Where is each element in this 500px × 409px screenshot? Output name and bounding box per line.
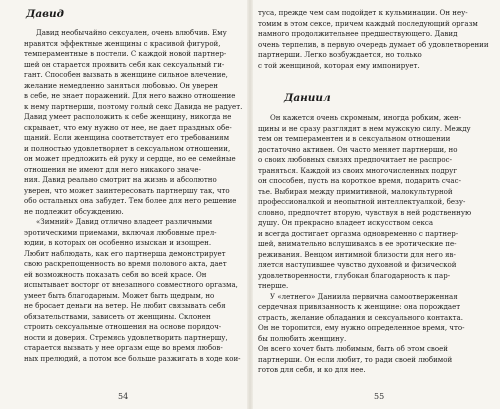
text-line: и всегда достигает оргазма одновременно с партнер- — [258, 228, 459, 238]
text-line: «Зимний» Давид отлично владеет различными — [36, 217, 213, 226]
text-line: Он не торопится, ему нужно определенное время, что- — [258, 323, 465, 332]
paragraph — [24, 217, 241, 364]
text-line: тье. Выбирая между примитивной, малокультурной — [258, 186, 453, 196]
text-line: желание немедленно заняться любовью. Он уверен — [24, 80, 218, 90]
text-line: Он кажется очень скромным, иногда робким, жен- — [270, 113, 462, 122]
text-line: душу. Он прекрасно владеет искусством секса — [258, 218, 434, 227]
text-line: и полностью удовлетворяет в сексуальном отношении, — [24, 143, 231, 153]
text-line: ей возможность показать себя во всей красе. Он — [24, 269, 207, 279]
text-line: реживания. Венцом интимной близости для него яв- — [258, 249, 456, 259]
text-line: партнерши. Он если любит, то ради своей любимой — [258, 354, 453, 364]
text-line: очень терпелив, в первую очередь думает об удовлетворении — [258, 39, 489, 49]
left-column — [24, 8, 243, 364]
text-line: сердечная привязанность к женщине: она порождает — [258, 302, 461, 311]
text-line: Он всего хочет быть любимым, быть об этом своей — [258, 344, 448, 353]
text-line: старается вызвать у нее оргазм еще во время любов- — [24, 343, 223, 352]
text-line: о своих любовных связях предпочитает не распрос- — [258, 155, 452, 164]
text-line: ности и доверия. Стремясь удовлетворить партнершу, — [24, 332, 228, 342]
text-line: темпераментные в постели. С каждой новой партнер- — [24, 49, 227, 58]
text-line: нравятся эффектные женщины с красивой фигурой, — [24, 38, 221, 48]
text-line: гант. Способен вызвать в женщине сильное влечение, — [24, 70, 228, 79]
text-line: скрывает, что ему нужно от нее, не дает праздных обе- — [24, 122, 232, 132]
text-line: Любит наблюдать, как его партнерша демонстрирует — [24, 248, 226, 258]
text-line: ных прелюдий, а потом все больше разжигать в ходе кои- — [24, 353, 241, 363]
text-line: Давид необычайно сексуален, очень влюбчив. Ему — [36, 28, 227, 37]
text-line: траняться. Каждой из своих многочисленных подруг — [258, 165, 458, 175]
text-line: туса, прежде чем сам подойдет к кульминации. Он неу- — [258, 8, 468, 17]
page-number-right: 55 — [374, 392, 385, 401]
paragraph — [258, 292, 489, 376]
text-line: Давид умеет расположить к себе женщину, никогда не — [24, 112, 232, 121]
text-line: ния. Давид реально смотрит на жизнь и абсолютно — [24, 175, 217, 184]
text-line: готов для себя, и ко для нее. — [258, 365, 366, 374]
text-line: эротическими приемами, включая любовные прел- — [24, 227, 217, 237]
text-line: тем он темпераментен и в сексуальном отношении — [258, 134, 451, 143]
text-line: он может предложить ей руку и сердце, но ее семейные — [24, 154, 236, 163]
right-body — [258, 113, 489, 376]
text-line: удовлетворенности, глубокая благодарность к пар- — [258, 270, 451, 280]
text-line: уверен, что может заинтересовать партнершу так, что — [24, 185, 230, 195]
paragraph — [258, 113, 489, 292]
text-line: томим в этом сексе, причем каждый последующий оргазм — [258, 18, 478, 28]
text-line: отношения не имеют для него никакого значе- — [24, 164, 201, 174]
section-heading-daniil: Даниил — [284, 92, 331, 104]
page-number-left: 54 — [118, 392, 129, 401]
paragraph — [24, 28, 243, 217]
text-line: словно, предпочтет вторую, чувствуя в ней родственную — [258, 207, 472, 217]
text-line: У «летнего» Даниила первична самоотверженная — [270, 291, 458, 301]
text-line: шей он старается проявить себя как сексуальный ги- — [24, 59, 225, 69]
text-line: ляется наступившее чувство духовной и физической — [258, 260, 457, 269]
text-line: тнерше. — [258, 281, 289, 290]
text-line: обязательствами, зависеть от женщины. Склонен — [24, 311, 211, 321]
text-line: не бросает деньги на ветер. Не любит связывать себя — [24, 301, 226, 310]
text-line: намного продолжительнее предшествующего. Давид — [258, 29, 458, 38]
text-line: строить сексуальные отношения на основе порядоч- — [24, 322, 222, 331]
left-page — [0, 0, 249, 409]
text-line: свою раскрепощенность во время полового акта, дает — [24, 259, 227, 268]
right-column — [258, 8, 489, 376]
text-line: обо остальных она забудет. Тем более для него решение — [24, 196, 237, 205]
text-line: щины и не сразу разглядят в нем мужскую силу. Между — [258, 123, 471, 133]
continued-paragraph — [258, 8, 489, 71]
text-line: профессионалкой и неопытной интеллектуалкой, безу- — [258, 197, 466, 206]
text-line: юдии, в которых он особенно изыскан и изощрен. — [24, 238, 212, 247]
text-line: испытывает восторг от внезапного совместного оргазма, — [24, 280, 238, 289]
right-page — [252, 0, 500, 409]
section-heading-david: Давид — [26, 8, 64, 20]
text-line: умеет быть благодарным. Может быть щедрым, но — [24, 290, 215, 300]
text-line: с той женщиной, которая ему импонирует. — [258, 60, 420, 70]
text-line: в себе, не знает поражений. Для него важно отношение — [24, 91, 236, 100]
text-line: к нему партнерши, поэтому голый секс Давида не радует. — [24, 101, 243, 111]
text-line: партнерши. Легко возбуждается, но только — [258, 50, 422, 59]
text-line: щаний. Если женщина соответствует его требованиям — [24, 133, 230, 142]
text-line: шей, внимательно вслушиваясь в ее эротические пе- — [258, 239, 457, 248]
text-line: страсть, желание обладания и сексуального контакта. — [258, 312, 464, 322]
text-line: не подлежит обсуждению. — [24, 206, 124, 216]
text-line: он способен, пусть на короткое время, подарить счас- — [258, 176, 461, 185]
left-body — [24, 28, 243, 364]
text-line: достаточно активен. Он часто меняет партнерши, но — [258, 144, 458, 154]
paragraph — [258, 8, 489, 71]
text-line: бы полюбить женщину. — [258, 333, 347, 343]
